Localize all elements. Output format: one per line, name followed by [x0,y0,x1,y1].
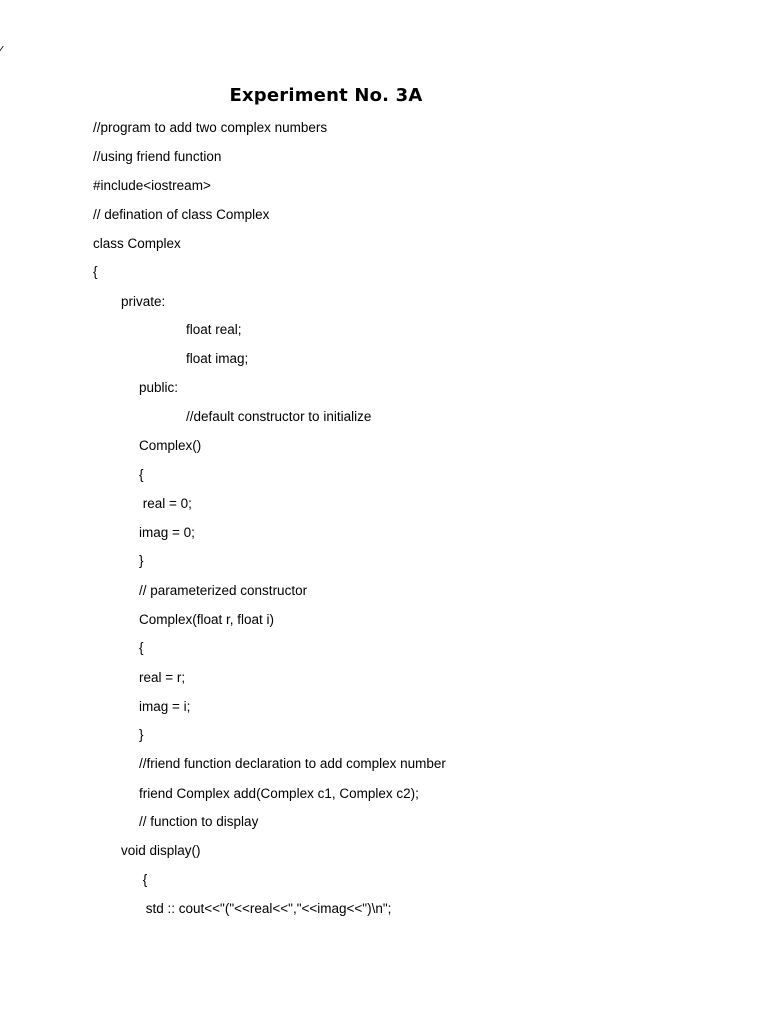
code-line: // parameterized constructor [139,583,308,598]
code-line: Complex() [139,438,202,453]
code-line: //default constructor to initialize [186,409,372,424]
code-line: friend Complex add(Complex c1, Complex c2); [139,786,419,801]
code-line: real = r; [139,670,186,685]
code-line: { [139,467,144,482]
code-line: real = 0; [139,496,192,511]
code-line: // defination of class Complex [93,207,270,222]
code-line: float imag; [186,351,249,366]
code-line: std :: cout<<"("<<real<<","<<imag<<")\n"; [142,901,392,916]
code-line: public: [139,380,179,395]
code-line: { [139,640,144,655]
code-line: //using friend function [93,149,222,164]
code-line: imag = 0; [139,525,195,540]
code-line: // function to display [139,814,259,829]
code-line: { [93,264,98,279]
code-line: //friend function declaration to add complex number [139,756,446,771]
code-line: private: [121,294,166,309]
code-line: void display() [121,843,201,858]
code-line: { [139,872,148,887]
code-line: Complex(float r, float i) [139,612,275,627]
code-line: } [139,553,144,568]
code-line: class Complex [93,236,181,251]
code-line: #include<iostream> [93,178,211,193]
code-line: } [139,727,144,742]
corner-mark [0,46,7,54]
code-line: imag = i; [139,699,191,714]
code-line: float real; [186,322,242,337]
document-title: Experiment No. 3A [229,85,423,106]
code-line: //program to add two complex numbers [93,120,328,135]
